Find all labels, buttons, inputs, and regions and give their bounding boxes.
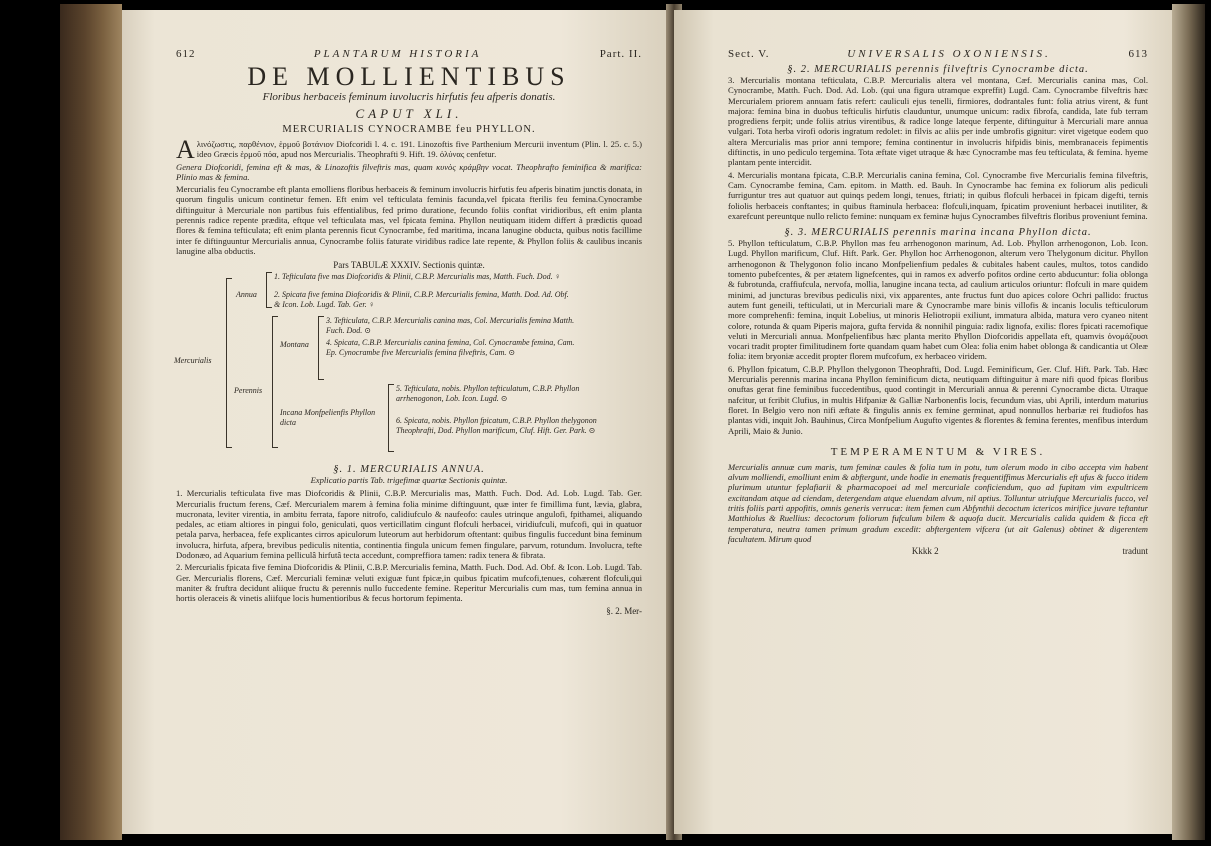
tree-incana-bracket bbox=[388, 384, 394, 452]
left-catchword: §. 2. Mer- bbox=[606, 605, 642, 616]
tree-root-label: Mercurialis bbox=[174, 356, 212, 366]
main-heading: DE MOLLIENTIBUS bbox=[247, 62, 571, 91]
tree-incana-label: Incana Monfpelienfis Phyllon dicta bbox=[280, 408, 376, 428]
genera-paragraph: Genera Diofcoridi, femina eft & mas, & Linozoftis filveftris mas, quam κυνὸς κράμβην vocat. Theophrafto feminifica & marifica: Plinio mas & femina. bbox=[176, 161, 642, 182]
right-page bbox=[674, 10, 1174, 834]
book-spread bbox=[60, 4, 1205, 840]
tree-montana-bracket bbox=[318, 316, 324, 380]
tree-leaf-4: 4. Spicata, C.B.P. Mercurialis canina femina, Col. Cynocrambe femina, Cam. Ep. Cynocrambe five Mercurialis femina filveftris, Cam. ⊙ bbox=[326, 338, 575, 357]
tree-annua-bracket bbox=[266, 272, 272, 308]
section-3-heading: §. 3. MERCURIALIS perennis marina incana Phyllon dicta. bbox=[784, 227, 1092, 239]
right-catchword: tradunt bbox=[1122, 546, 1148, 557]
intro-text: λινόζωστις, παρθένιον, ἑρμοῦ βοτάνιον Diofcoridi l. 4. c. 191. Linozoftis five Parthenium Mercurii inventum (Plin. l. 25. c. 5.) ideo Græcis ἑρμοῦ πόα, apud nos Mercurialis. Theophrafti 9. Hift. 19. ὀλύνας cenfetur. bbox=[196, 139, 642, 160]
left-running-head bbox=[176, 48, 642, 60]
section-1-paragraph-1: 1. Mercurialis tefticulata five mas Diofcoridis & Plinii, C.B.P. Mercurialis mas, Matth. Fuch. Dod. Ad. Lob. Lugd. Tab. Ger. Mercurialis fructum ferens, Cæf. Mercurialem marem à femina folia minime diftinguunt, quæ inter fe fimillima funt, lævia, glabra, mucronata, leviter virentia, in ambitu ferrata, fapore nitrofo, calidiufculo & naufeofo: caules utrinque angulofi, fpithamei, aliquando pedales, ac etiam altiores in pingui folo, geniculati, quos verticillatim cingunt flofculi herbacei, viridiufculi, mufcofi, qui in quatuor petala parva, herbacea, fefe explicantes cirros apiculorum luteorum aut herbidorum oftentant: quibus fingulis fuccedunt bina feminum involucra, hirfuta, afpera, brevibus pediculis nitentia, continentia fingula unicum femen fingulare, parvum, rotundum. Involucra, tefte Dodonæo, ad Aquarium femina pelliculâ hirfutâ tecta accedunt, compreffiora tamen: radix tenera & fibrata. bbox=[176, 488, 642, 561]
tree-root-bracket bbox=[226, 278, 232, 448]
book-edge-right bbox=[1172, 4, 1205, 840]
chapter-title: MERCURIALIS CYNOCRAMBE feu PHYLLON. bbox=[282, 124, 536, 135]
temperamentum-heading: TEMPERAMENTUM & VIRES. bbox=[830, 445, 1046, 458]
right-running-title: UNIVERSALIS OXONIENSIS. bbox=[847, 48, 1051, 60]
tree-montana-label: Montana bbox=[280, 340, 309, 350]
left-running-title: PLANTARUM HISTORIA bbox=[313, 48, 482, 60]
temperamentum-text: Mercurialis annuæ cum maris, tum feminæ caules & folia tum in potu, tum olerum modo in cibo accepta vim habent alvum molliendi, emolliunt enim & abftergunt, unde hodie in enematis frequentiffimus Mercurialis eft ufus & fucco itidem plurimum utuntur feplafiarii & pharmacopoei ad mel mercuriale conficiendum, quo ad fupitam vim expultricem excitandam atque ad ciendam, detergendam atque eluendam alvum, nil aptius. Tolluntur utriufque Mercurialis fucco, vel tritis foliis parti appofitis, omnis generis verrucæ: item femen cum Abfynthii decoctum ictericos mirifice juvare teftantur Matthiolus & Ruellius: decoctorum foliorum fufculum bilem & aquofa ducit. Mercurialis calida quidem & ficca eft temperatura, neutra tamen primum gradum excedit: abftergentem vifcera (ut ait Galenus) obtinet & digerentem facultatem. Mirum quod bbox=[728, 461, 1148, 544]
caput-title: CAPUT XLI. bbox=[355, 106, 463, 121]
left-page-number: 612 bbox=[176, 48, 196, 60]
classification-tree bbox=[176, 272, 642, 458]
right-page-number: 613 bbox=[1128, 48, 1148, 60]
right-running-head bbox=[728, 48, 1148, 60]
tree-leaf-2: 2. Spicata five femina Diofcoridis & Plinii, C.B.P. Mercurialis femina, Matth. Dod. Ad. Obf. & Icon. Lob. Lugd. Tab. Ger. ♀ bbox=[274, 290, 569, 309]
section-2-heading: §. 2. MERCURIALIS perennis filveftris Cynocrambe dicta. bbox=[787, 64, 1089, 75]
section-1-paragraph-2: 2. Mercurialis fpicata five femina Diofcoridis & Plinii, C.B.P. Mercurialis femina, Matth. Fuch. Dod. Ad. Obf. & Icon. Lob. Lugd. Tab. Ger. Mercurialis florens, Cæf. Mercuriali feminæ veluti exiguæ funt fpicæ,in quibus fpicatim mufcofi,tenues, cohærent flofculi,qui maniter & fruftra decidunt aliique fructu & perennis nullo fuccedente femine. Reperitur Mercurialis cum mas, tum femina annua in hortis oleraceis & vinetis aliifque locis humentioribus & fecus hortorum fepimenta. bbox=[176, 562, 642, 604]
description-paragraph: Mercurialis feu Cynocrambe eft planta emolliens floribus herbaceis & feminum involucris hirfutis feu afperis binatim junctis donata, in quorum fingulis unicum continetur femen. Eft enim vel tefticulata feminis facunda,vel fpicata fterilis feu femina.Cynocrambe diftinguitur à Mercuriale non partibus fuis effentialibus, fed primo duratione, fecundo foliis conftat viridioribus, eft enim planta perennis radice repente prædita, eftque vel tefticulata mas, vel fpicata femina. Phyllon neutiquam itidem differt à prædictis quoad flores & femina tefticulata; eft enim planta perennis ficut Cynocrambe, fed maritima, incana lanugine obducta, quibus notis facillime inter fe diftinguuntur Mercurialis annua, Cynocrambe foliis faturate viridibus radice late repente, & Phyllon foliis & caulibus incanis lanugine alba obductis. bbox=[176, 184, 642, 256]
section-3-paragraph-5: 5. Phyllon tefticulatum, C.B.P. Phyllon mas feu arrhenogonon marinum, Ad. Lob. Phyllon arrhenogonon, Lob. Icon. Lugd. Phyllon marificum, Cluf. Hift. Park. Ger. Phyllon hoc Arrhenogonon, alterum vero Thelygonum dicitur. Phyllon arrhenogonon & Thelygonon folio incano Monfpelienfium pedales & cubitales habent caules, multos, totos candido tomento pubefcentes, & per ætatem lignefcentes, qui in ramos ex adverfo pofitos ordine certo abducuntur: folia oblonga & fubrotunda, craffiufcula, nervofa, mollia, lanugine incana tecta, ad caulium articulos oriuntur: flofculi in mare quidem minimi, ad juncturas brevibus pediculis nixi, vix apparentes, ante fructus funt duo apices colore Ochri pallido: fructus autem funt geneili, tefticulati, ut in Mercuriali mare & Cynocrambe mare binis villofis & incanis loculis tefticulorum more comprehenfi: femina, inquit Lobelius, ut minoris Heliotropii exiliunt, immatura albida, matura vero cyaneo nitent colore, rotunda & quam Piperis majora, gufta fervida & nonnihil pinguia: radix lignofa, exilis: flores fpicati racemofique veluti in Mercuriali annua. Monfpelienfibus hæc planta merito Phyllon Diofcoridis appellata eft, quamvis ὀνομάζουσι vocari tradit propter fimilitudinem forte quandam quam habet cum Olea: folia enim habet oblonga & candicantia ut Oleæ folia: item bryoniæ accedit propter florem mufcofum, ex herbaceo viridem. bbox=[728, 238, 1148, 362]
tabula-heading: Pars TABULÆ XXXIV. Sectionis quintæ. bbox=[333, 260, 485, 271]
signature-mark: Kkkk 2 bbox=[911, 546, 939, 557]
right-section-label: Sect. V. bbox=[728, 48, 770, 60]
section-2-paragraph-4: 4. Mercurialis montana fpicata, C.B.P. Mercurialis canina femina, Col. Cynocrambe five Mercurialis femina filveftris, Cam. Cynocrambe femina, Cam. epitom. in Matth. ed. Bauh. In Cynocrambe hac femina ex foliorum alis pediculi furriguntur tres aut quatuor aut quinqs pedem longi, tenues, ftriati; in quibus flofculi herbacei in fpicam digefti, ternis foliolis herbaceis conftantes; in quibus ftaminula herbacea: flofculi,inquam, fpicatim proveniunt herbacei inutiliter, & exarefcunt pereuntque nullo relicto femine: nunquam ex feminæ hujus Cynocrambes filveftris floribus proveniunt femina. bbox=[728, 169, 1148, 221]
left-page bbox=[122, 10, 670, 834]
main-subheading: Floribus herbaceis feminum iuvolucris hirfutis feu afperis donatis. bbox=[262, 91, 556, 103]
section-1-subheading: Explicatio partis Tab. trigefimæ quartæ Sectionis quintæ. bbox=[310, 475, 508, 486]
right-footer bbox=[728, 546, 1148, 556]
section-2-paragraph-3: 3. Mercurialis montana tefticulata, C.B.P. Mercurialis altera vel montana, Cæf. Mercurialis canina mas, Col. Cynocrambe, Matth. Fuch. Dod. Ad. Lob. (qui una figura utramque expreffit) Lugd. Cam. Cynocrambe filveftris hæc Mercurialem priorem annuam fatis refert: cauliculi ejus tenelli, firmiores, dodrantales funt: folia atrius virent, & funt majora: femina bina in duobus tefticulis hirfutis clauduntur, unumque unicum: radix fibrofa, candida, late fub terram progrediens ferpit; unde foliis atrius virentibus, & radice longe lateque ferpente, diftinguitur à Mercuriali mare annua vulgari. Tota herba virofi odoris ingratum redolet: in filvis ac aliis per inde umbrofis gignitur: viret vigetque eodem quo altera Mercurialis mas prior anni tempore; femina continentur in involucris hifpidis binis, membranaceis fepimentis diftinctis, in uno pediculo tergemina. Tota æftate viget utraque & hæc Cynocrambe mas feu tefticulata, & femina. hyeme plantam pente intercidit. bbox=[728, 75, 1148, 168]
tree-annua-label: Annua bbox=[236, 290, 257, 300]
tree-leaf-6: 6. Spicata, nobis. Phyllon fpicatum, C.B.P. Phyllon thelygonon Theophrafti, Dod. Phyllon marificum, Cluf. Hift. Ger. Park. ⊙ bbox=[396, 416, 597, 435]
left-part-label: Part. II. bbox=[599, 48, 642, 60]
section-3-paragraph-6: 6. Phyllon fpicatum, C.B.P. Phyllon thelygonon Theophrafti, Dod. Lugd. Feminificum, Ger. Cluf. Hift. Park. Tab. Hæc Mercurialis perennis marina incana Phyllon feminificum dicta, neutiquam diftinguitur à mare nifi quod fpicas floribus onuftas gerat fine feminibus fuccedentibus, quod contingit in Mercuriali annua & perenni Cynocrambe dicta. Utraque nafcitur, ut fcribit Clufius, in multis Hifpaniæ & Galliæ Narbonenfis locis, fecundum vias, ubi Aprili, interdum maturius floret. In Belgio vero non nifi æftate & fingulis annis ex femine germinat, apud nonnullos herbariæ rei ftudiofos has plantas vidi, inquit Joh. Bauhinus, Circa Monfpelium Augufto vigentes & florentes & femina ferentes, menfibus interdum Aprili, Maio & Junio. bbox=[728, 363, 1148, 436]
drop-cap: A bbox=[176, 135, 195, 164]
tree-leaf-1: 1. Tefticulata five mas Diofcoridis & Plinii, C.B.P. Mercurialis mas, Matth. Fuch. Dod. ♀ bbox=[274, 272, 561, 282]
left-footer bbox=[176, 606, 642, 616]
tree-leaf-3: 3. Tefticulata, C.B.P. Mercurialis canina mas, Col. Mercurialis femina Matth. Fuch. Dod. ⊙ bbox=[326, 316, 575, 335]
section-1-heading: §. 1. MERCURIALIS ANNUA. bbox=[333, 464, 485, 476]
tree-perennis-label: Perennis bbox=[234, 386, 263, 396]
book-edge-left bbox=[60, 4, 122, 840]
tree-leaf-5: 5. Tefticulata, nobis. Phyllon tefticulatum, C.B.P. Phyllon arrhenogonon, Lob. Icon. Lugd. ⊙ bbox=[396, 384, 580, 403]
tree-perennis-bracket bbox=[272, 316, 278, 448]
intro-paragraph bbox=[176, 135, 642, 164]
